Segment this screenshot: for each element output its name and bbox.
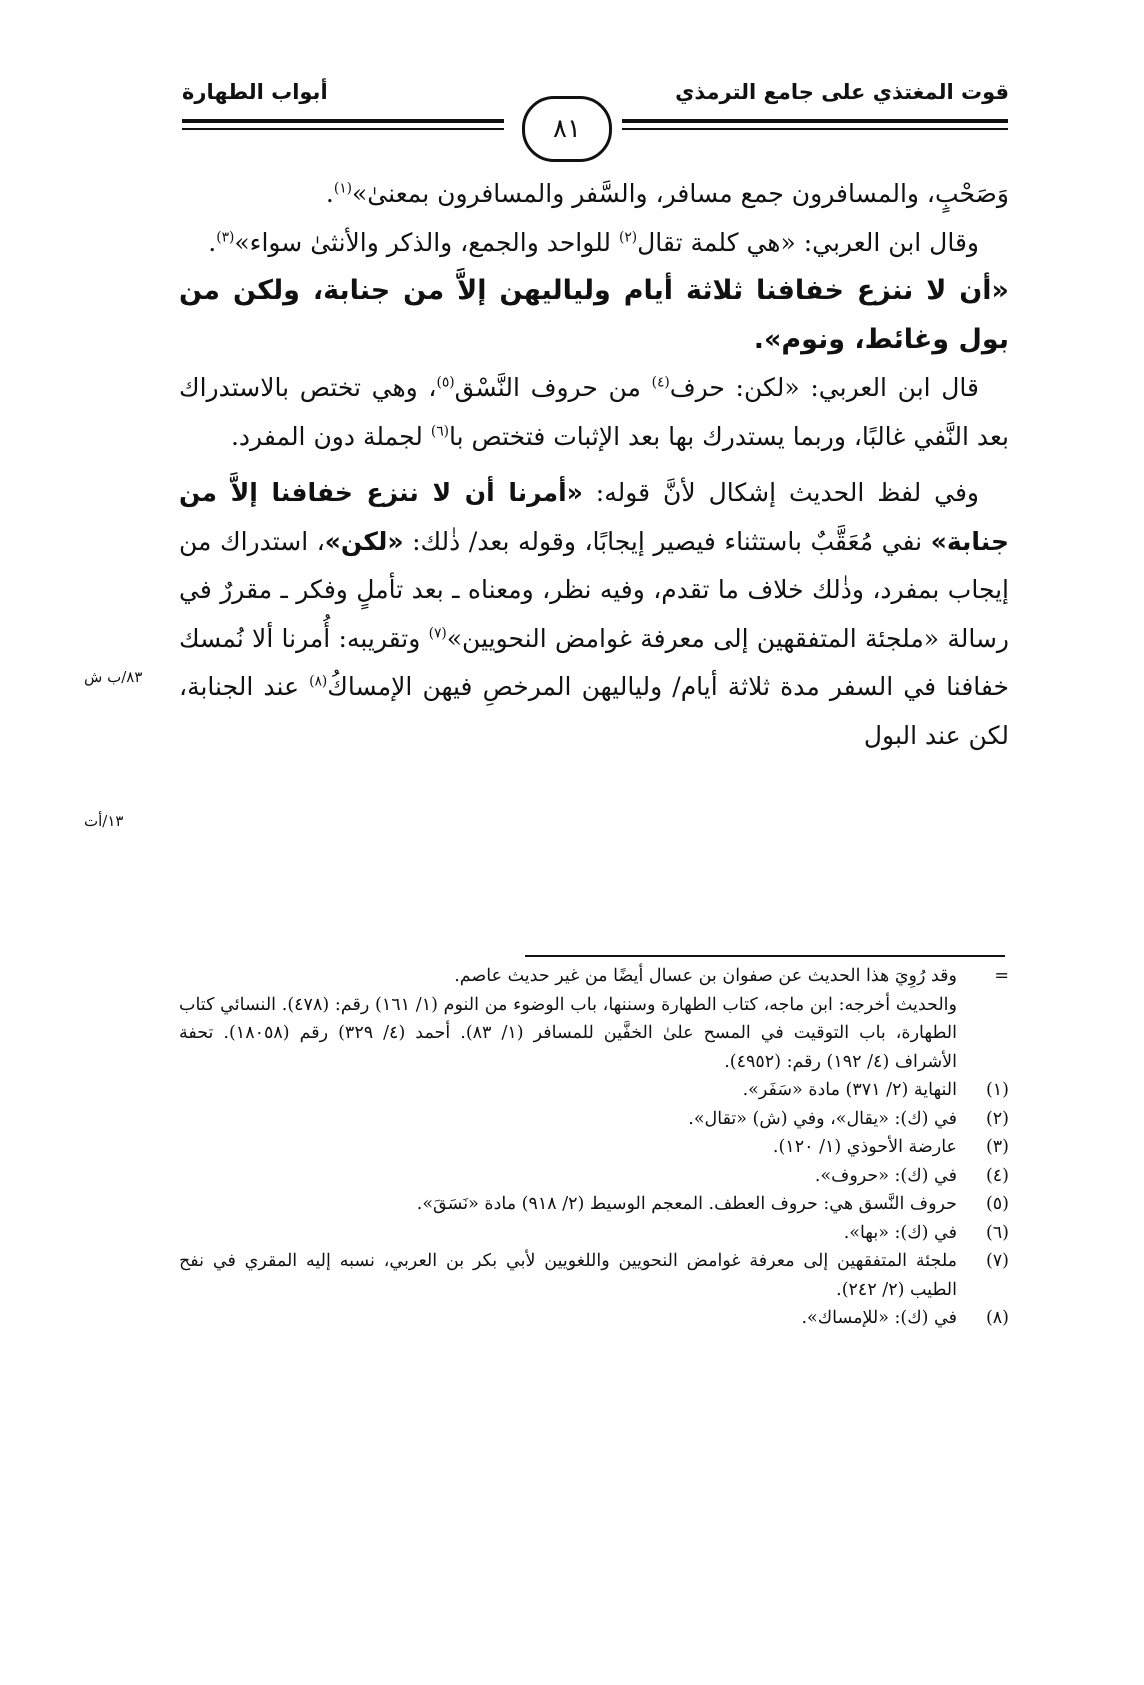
header-rule-right	[622, 119, 1008, 133]
page-number: ٨١	[522, 96, 612, 162]
footnote-1	[179, 1076, 1009, 1105]
paragraph-5-quote-1: «أمرنا أن لا ننزع خفافنا إلاَّ من جنابة»	[179, 478, 1009, 556]
header-rule-left	[182, 119, 504, 133]
footnote-number: (٢)	[985, 1108, 1009, 1129]
footnote-text: في (ك): «يقال»، وفي (ش) «تقال».	[688, 1108, 957, 1129]
footnote-number: (١)	[985, 1080, 1009, 1100]
paragraph-5	[179, 469, 1009, 760]
continuation-line-1: وقد رُوِيَ هذا الحديث عن صفوان بن عسال أيضًا من غير حديث عاصم.	[454, 966, 957, 986]
footnote-4	[179, 1162, 1009, 1191]
margin-note-1: ٨٣/ب ش	[84, 668, 143, 686]
paragraph-1	[179, 170, 1009, 219]
footnote-ref-4: (٤)	[651, 374, 670, 391]
footnote-7	[179, 1247, 1009, 1304]
continuation-line-2: والحديث أخرجه: ابن ماجه، كتاب الطهارة وسننها، باب الوضوء من النوم (١/ ١٦١) رقم: (٤٧٨). النسائي كتاب الطهارة، باب التوقيت في المسح علىٰ الخفَّين للمسافر (١/ ٨٣). أحمد (٤/ ٣٢٩) رقم (١٨٠٥٨). تحفة الأشراف (٤/ ١٩٢) رقم: (٤٩٥٢).	[179, 994, 957, 1072]
footnote-text: ملجئة المتفقهين إلى معرفة غوامض النحويين واللغويين لأبي بكر بن العربي، نسبه إليه المقري في نفح الطيب (٢/ ٢٤٢).	[179, 1251, 957, 1300]
footnote-ref-7: (٧)	[428, 625, 447, 642]
paragraph-1-text: وَصَحْبٍ، والمسافرون جمع مسافر، والسَّفر والمسافرون بمعنىٰ»	[352, 179, 1009, 208]
footnote-text: حروف النَّسق هي: حروف العطف. المعجم الوسيط (٢/ ٩١٨) مادة «نَسَقَ».	[416, 1194, 957, 1214]
footnote-ref-3: (٣)	[216, 229, 235, 246]
paragraph-2-text-b: للواحد والجمع، والذكر والأنثىٰ سواء»	[234, 227, 619, 257]
footnote-3	[179, 1133, 1009, 1162]
footnote-text: في (ك): «بها».	[843, 1222, 957, 1243]
footnote-6	[179, 1219, 1009, 1248]
footnote-number: (٤)	[985, 1165, 1009, 1186]
footnote-number: (٧)	[985, 1251, 1009, 1271]
footnotes	[179, 962, 1009, 1333]
margin-note-2: ١٣/أت	[84, 812, 124, 830]
paragraph-4-text-a: قال ابن العربي: «لكن: حرف	[669, 373, 979, 402]
footnote-text: في (ك): «حروف».	[814, 1165, 957, 1186]
paragraph-4	[179, 364, 1009, 461]
book-title: قوت المغتذي على جامع الترمذي	[675, 80, 1009, 104]
paragraph-1-end: .	[325, 179, 334, 208]
footnote-text: عارضة الأحوذي (١/ ١٢٠).	[772, 1137, 957, 1157]
paragraph-2	[179, 219, 1009, 268]
footnote-text: في (ك): «للإمساك».	[801, 1308, 957, 1328]
footnote-ref-6: (٦)	[430, 423, 449, 440]
footnote-number: (٨)	[985, 1308, 1009, 1328]
footnote-2	[179, 1105, 1009, 1134]
footnote-separator	[525, 955, 1005, 957]
main-text	[179, 170, 1009, 760]
paragraph-2-text-a: وقال ابن العربي: «هي كلمة تقال	[637, 227, 979, 257]
footnote-ref-8: (٨)	[309, 673, 328, 690]
footnote-ref-2: (٢)	[619, 229, 638, 246]
footnote-continuation	[179, 962, 1009, 1076]
paragraph-5-text-d: وتقريبه: أُمرنا ألا نُمسك خفافنا في السفر مدة ثلاثة أيام/ ولياليهن المرخصِ فيهن الإمساكُ	[179, 623, 1009, 701]
hadith-text: «أن لا ننزع خفافنا ثلاثة أيام ولياليهن إلاَّ من جنابة، ولكن من بول وغائط، ونوم».	[179, 275, 1009, 355]
paragraph-5-text-b: نفي مُعَقَّبٌ باستثناء فيصير إيجابًا، وقوله بعد/ ذٰلك:	[403, 526, 931, 556]
paragraph-4-text-b: من حروف النَّسْق	[454, 373, 652, 402]
footnote-5	[179, 1190, 1009, 1219]
continuation-marker: =	[994, 966, 1009, 986]
footnote-text: النهاية (٢/ ٣٧١) مادة «سَفَر».	[742, 1080, 957, 1100]
footnote-ref-5: (٥)	[436, 374, 455, 391]
footnote-ref-1: (١)	[333, 180, 353, 197]
paragraph-4-text-d: لجملة دون المفرد.	[230, 421, 431, 451]
paragraph-4-text-c: ، وهي تختص بالاستدراك بعد النَّفي غالبًا، وربما يستدرك بها بعد الإثبات فتختص با	[179, 373, 1009, 451]
footnote-number: (٥)	[985, 1194, 1009, 1214]
footnote-number: (٣)	[985, 1137, 1009, 1157]
paragraph-5-text-e: عند الجنابة، لكن عند البول	[179, 672, 1009, 750]
paragraph-2-end: .	[208, 227, 217, 257]
chapter-title: أبواب الطهارة	[182, 80, 328, 104]
paragraph-5-text-a: وفي لفظ الحديث إشكال لأنَّ قوله:	[582, 478, 979, 507]
footnote-number: (٦)	[985, 1222, 1009, 1243]
paragraph-5-text-c: ، استدراك من إيجاب بمفرد، وذٰلك خلاف ما تقدم، وفيه نظر، ومعناه ـ بعد تأملٍ وفكر ـ مقررٌ في رسالة «ملجئة المتفقهين إلى معرفة غوامض النحويين»	[179, 526, 1010, 653]
footnote-8	[179, 1304, 1009, 1333]
paragraph-5-quote-2: «لكن»	[324, 526, 404, 556]
